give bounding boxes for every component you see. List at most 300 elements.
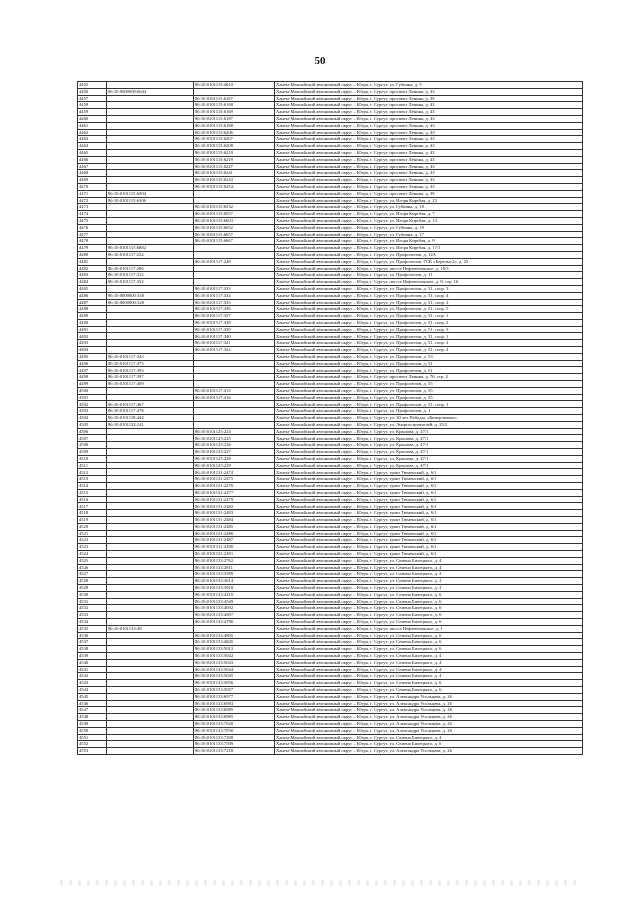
address-cell: Ханты-Мансийский автономный округ – Югра, г. Сургут, ул. Семена Билецкого, д. 4 bbox=[275, 652, 583, 659]
row-number-cell: 4466 bbox=[78, 156, 107, 163]
cadastral-number-2-cell: 86:10:0101133:7218 bbox=[194, 748, 275, 755]
cadastral-number-2-cell bbox=[194, 251, 275, 258]
cadastral-number-2-cell: 86:10:0101117:334 bbox=[194, 292, 275, 299]
cadastral-number-2-cell bbox=[194, 408, 275, 415]
row-number-cell: 4488 bbox=[78, 306, 107, 313]
row-number-cell: 4489 bbox=[78, 313, 107, 320]
cadastral-number-cell bbox=[107, 347, 194, 354]
cadastral-number-cell: 86:10:0101117:343 bbox=[107, 353, 194, 360]
row-number-cell: 4526 bbox=[78, 564, 107, 571]
address-cell: Ханты-Мансийский автономный округ – Югра, г. Сургут, ул. Семена Билецкого, д. 2 bbox=[275, 571, 583, 578]
table-row bbox=[78, 666, 583, 673]
row-number-cell: 4501 bbox=[78, 394, 107, 401]
cadastral-number-2-cell: 86:10:0101133:4549 bbox=[194, 598, 275, 605]
cadastral-number-cell bbox=[107, 217, 194, 224]
address-cell: Ханты-Мансийский автономный округ – Югра, г. Сургут, ул. Профсоюзов, д. 53 bbox=[275, 353, 583, 360]
table-row bbox=[78, 82, 583, 89]
table-row bbox=[78, 693, 583, 700]
row-number-cell: 4534 bbox=[78, 618, 107, 625]
table-row bbox=[78, 149, 583, 156]
address-cell: Ханты-Мансийский автономный округ – Югра, г. Сургут, ул. Губкина, д. 19 bbox=[275, 224, 583, 231]
cadastral-number-2-cell bbox=[194, 381, 275, 388]
cadastral-number-2-cell: 86:10:0101115:6210 bbox=[194, 149, 275, 156]
cadastral-number-2-cell: 86:10:0101131:2474 bbox=[194, 469, 275, 476]
row-number-cell: 4515 bbox=[78, 489, 107, 496]
cadastral-number-2-cell: 86:10:0101115:6532 bbox=[194, 204, 275, 211]
table-row bbox=[78, 462, 583, 469]
address-cell: Ханты-Мансийский автономный округ – Югра, г. Сургут, ул. Игоря Киртбая, д. 13 bbox=[275, 217, 583, 224]
address-cell: Ханты-Мансийский автономный округ – Югра, г. Сургут, тракт Тюменский, д. 6/1 bbox=[275, 544, 583, 551]
row-number-cell: 4492 bbox=[78, 333, 107, 340]
cadastral-number-2-cell: 86:10:0101115:6206 bbox=[194, 129, 275, 136]
row-number-cell: 4504 bbox=[78, 415, 107, 422]
row-number-cell: 4461 bbox=[78, 122, 107, 129]
row-number-cell: 4530 bbox=[78, 591, 107, 598]
cadastral-number-cell bbox=[107, 115, 194, 122]
row-number-cell: 4505 bbox=[78, 421, 107, 428]
cadastral-number-2-cell: 86:10:0101131:2490 bbox=[194, 544, 275, 551]
row-number-cell: 4548 bbox=[78, 714, 107, 721]
cadastral-number-2-cell: 86:10:0101115:6254 bbox=[194, 183, 275, 190]
address-cell: Ханты-Мансийский автономный округ – Югра, г. Сургут, ул. Профсоюзов, д. 51, соор. 1 bbox=[275, 333, 583, 340]
row-number-cell: 4495 bbox=[78, 353, 107, 360]
address-cell: Ханты-Мансийский автономный округ – Югра, г. Сургут, ул. Крылова, д. 47/1 bbox=[275, 449, 583, 456]
address-cell: Ханты-Мансийский автономный округ – Югра, г. Сургут, ул. Профсоюзов, д. 55 bbox=[275, 381, 583, 388]
row-number-cell: 4536 bbox=[78, 632, 107, 639]
row-number-cell: 4553 bbox=[78, 748, 107, 755]
cadastral-number-2-cell: 86:10:0101133:7030 bbox=[194, 727, 275, 734]
address-cell: Ханты-Мансийский автономный округ – Югра, г. Сургут, ул. Семена Билецкого, д. 2 bbox=[275, 578, 583, 585]
table-row bbox=[78, 122, 583, 129]
address-cell: Ханты-Мансийский автономный округ – Югра, г. Сургут, ул. Александра Усольцева, д. 26 bbox=[275, 700, 583, 707]
table-row bbox=[78, 625, 583, 632]
table-row bbox=[78, 530, 583, 537]
cadastral-number-cell: 86:10:0101117:286 bbox=[107, 265, 194, 272]
address-cell: Ханты-Мансийский автономный округ – Югра, г. Сургут, ул. Семена Билецкого, д. 4 bbox=[275, 564, 583, 571]
cadastral-number-cell bbox=[107, 313, 194, 320]
row-number-cell: 4546 bbox=[78, 700, 107, 707]
cadastral-number-2-cell: 86:10:0101131:2482 bbox=[194, 503, 275, 510]
cadastral-number-2-cell: 86:10:0101115:6227 bbox=[194, 163, 275, 170]
address-cell: Ханты-Мансийский автономный округ – Югра, г. Сургут, ул. Семена Билецкого, д. 6 bbox=[275, 591, 583, 598]
row-number-cell: 4507 bbox=[78, 435, 107, 442]
cadastral-number-2-cell: 86:10:0101133:4692 bbox=[194, 605, 275, 612]
table-row bbox=[78, 584, 583, 591]
cadastral-number-2-cell: 86:10:0101115:6169 bbox=[194, 109, 275, 116]
table-row bbox=[78, 285, 583, 292]
row-number-cell: 4522 bbox=[78, 537, 107, 544]
row-number-cell: 4518 bbox=[78, 510, 107, 517]
table-row bbox=[78, 381, 583, 388]
table-row bbox=[78, 646, 583, 653]
address-cell: Ханты-Мансийский автономный округ – Югра, г. Сургут, ул. Семена Билецкого, д. 6 bbox=[275, 612, 583, 619]
address-cell: Ханты-Мансийский автономный округ – Югра, г. Сургут, тракт Тюменский, д. 6/1 bbox=[275, 476, 583, 483]
address-cell: Ханты-Мансийский автономный округ – Югра, г. Сургут, ул. Александра Усольцева, д. 26 bbox=[275, 693, 583, 700]
address-cell: Ханты-Мансийский автономный округ – Югра, г. Сургут, ул. Губкина, д. 17 bbox=[275, 231, 583, 238]
cadastral-number-2-cell: 86:10:0101125:224 bbox=[194, 428, 275, 435]
cadastral-number-2-cell: 86:10:0101133:6985 bbox=[194, 707, 275, 714]
cadastral-number-2-cell: 86:10:0101133:2811 bbox=[194, 564, 275, 571]
row-number-cell: 4467 bbox=[78, 163, 107, 170]
row-number-cell: 4481 bbox=[78, 258, 107, 265]
address-cell: Ханты-Мансийский автономный округ – Югра, г. Сургут, ул. Крылова, д. 47/1 bbox=[275, 435, 583, 442]
cadastral-number-cell: 86:10:0000000:6644 bbox=[107, 88, 194, 95]
cadastral-number-2-cell: 86:10:0101133:7208 bbox=[194, 734, 275, 741]
table-row bbox=[78, 523, 583, 530]
cadastral-number-cell bbox=[107, 557, 194, 564]
cadastral-number-cell: 86:10:0101115:6306 bbox=[107, 197, 194, 204]
address-cell: Ханты-Мансийский автономный округ – Югра, г. Сургут, ул. Крылова, д. 47/1 bbox=[275, 462, 583, 469]
address-cell: Ханты-Мансийский автономный округ – Югра, г. Сургут, проспект Ленина, д. 43 bbox=[275, 122, 583, 129]
cadastral-number-cell bbox=[107, 659, 194, 666]
row-number-cell: 4502 bbox=[78, 401, 107, 408]
cadastral-number-cell bbox=[107, 652, 194, 659]
cadastral-number-2-cell bbox=[194, 367, 275, 374]
cadastral-number-2-cell: 86:10:0101115:6243 bbox=[194, 177, 275, 184]
address-cell: Ханты-Мансийский автономный округ – Югра, г. Сургут, ул. Энергостроителей, д. 25/2 bbox=[275, 421, 583, 428]
row-number-cell: 4486 bbox=[78, 292, 107, 299]
address-cell: Ханты-Мансийский автономный округ – Югра, г. Сургут, ул. Профсоюзов, д. 51 bbox=[275, 367, 583, 374]
table-row bbox=[78, 88, 583, 95]
row-number-cell: 4487 bbox=[78, 299, 107, 306]
cadastral-number-cell bbox=[107, 102, 194, 109]
cadastral-number-cell bbox=[107, 170, 194, 177]
cadastral-number-cell bbox=[107, 428, 194, 435]
row-number-cell: 4469 bbox=[78, 177, 107, 184]
table-row bbox=[78, 367, 583, 374]
address-cell: Ханты-Мансийский автономный округ – Югра, г. Сургут, ул. Игоря Киртбая, д. 7 bbox=[275, 211, 583, 218]
table-row bbox=[78, 279, 583, 286]
address-cell: Ханты-Мансийский автономный округ – Югра, г. Сургут, тракт Тюменский, д. 6/1 bbox=[275, 530, 583, 537]
row-number-cell: 4490 bbox=[78, 319, 107, 326]
table-row bbox=[78, 156, 583, 163]
address-cell: Ханты-Мансийский автономный округ – Югра, г. Сургут, проспект Ленина, д. 43 bbox=[275, 143, 583, 150]
cadastral-number-2-cell: 86:10:0101115:6557 bbox=[194, 211, 275, 218]
cadastral-number-cell bbox=[107, 591, 194, 598]
cadastral-number-cell bbox=[107, 734, 194, 741]
property-table-container bbox=[77, 81, 574, 755]
table-row bbox=[78, 387, 583, 394]
row-number-cell: 4458 bbox=[78, 102, 107, 109]
row-number-cell: 4456 bbox=[78, 88, 107, 95]
cadastral-number-cell bbox=[107, 285, 194, 292]
table-row bbox=[78, 306, 583, 313]
row-number-cell: 4517 bbox=[78, 503, 107, 510]
cadastral-number-cell bbox=[107, 503, 194, 510]
cadastral-number-2-cell bbox=[194, 353, 275, 360]
address-cell: Ханты-Мансийский автономный округ – Югра, г. Сургут, ул. Профсоюзов, д. 1 bbox=[275, 408, 583, 415]
cadastral-number-2-cell: 86:10:0101117:342 bbox=[194, 347, 275, 354]
row-number-cell: 4474 bbox=[78, 211, 107, 218]
table-row bbox=[78, 95, 583, 102]
cadastral-number-cell bbox=[107, 680, 194, 687]
row-number-cell: 4500 bbox=[78, 387, 107, 394]
address-cell: Ханты-Мансийский автономный округ – Югра, г. Сургут, ул. Профсоюзов, д. 51, соор. 5 bbox=[275, 306, 583, 313]
cadastral-number-2-cell: 86:10:0101133:5045 bbox=[194, 673, 275, 680]
table-row bbox=[78, 408, 583, 415]
cadastral-number-cell bbox=[107, 578, 194, 585]
cadastral-number-cell: 86:10:0000000:320 bbox=[107, 299, 194, 306]
cadastral-number-2-cell: 86:10:0101125:228 bbox=[194, 455, 275, 462]
row-number-cell: 4532 bbox=[78, 605, 107, 612]
cadastral-number-2-cell: 86:10:0101115:6667 bbox=[194, 238, 275, 245]
row-number-cell: 4465 bbox=[78, 149, 107, 156]
cadastral-number-cell bbox=[107, 224, 194, 231]
row-number-cell: 4541 bbox=[78, 666, 107, 673]
address-cell: Ханты-Мансийский автономный округ – Югра, г. Сургут, проспект Ленина, д. 43 bbox=[275, 109, 583, 116]
address-cell: Ханты-Мансийский автономный округ – Югра, г. Сургут, ул. Крылова, д. 47/1 bbox=[275, 428, 583, 435]
row-number-cell: 4497 bbox=[78, 367, 107, 374]
address-cell: Ханты-Мансийский автономный округ – Югра, г. Сургут, ул. Профсоюзов, д. 12А bbox=[275, 251, 583, 258]
row-number-cell: 4494 bbox=[78, 347, 107, 354]
address-cell: Ханты-Мансийский автономный округ – Югра, г. Сургут, ул. Семена Билецкого, д. 4 bbox=[275, 557, 583, 564]
row-number-cell: 4537 bbox=[78, 639, 107, 646]
cadastral-number-cell: 86:10:0101117:409 bbox=[107, 381, 194, 388]
table-row bbox=[78, 353, 583, 360]
row-number-cell: 4509 bbox=[78, 449, 107, 456]
cadastral-number-2-cell: 86:10:0101133:4697 bbox=[194, 612, 275, 619]
address-cell: Ханты-Мансийский автономный округ – Югра, г. Сургут, ул. Крылова, д. 47/1 bbox=[275, 442, 583, 449]
cadastral-number-2-cell bbox=[194, 245, 275, 252]
row-number-cell: 4547 bbox=[78, 707, 107, 714]
row-number-cell: 4543 bbox=[78, 680, 107, 687]
address-cell: Ханты-Мансийский автономный округ – Югра, г. Сургут, ул. Крылова, д. 47/1 bbox=[275, 455, 583, 462]
table-row bbox=[78, 489, 583, 496]
cadastral-number-2-cell: 86:10:0101131:2487 bbox=[194, 537, 275, 544]
row-number-cell: 4498 bbox=[78, 374, 107, 381]
table-row bbox=[78, 428, 583, 435]
cadastral-number-cell: 86:10:0000000:330 bbox=[107, 292, 194, 299]
cadastral-number-cell: 86:10:0101117:393 bbox=[107, 367, 194, 374]
address-cell: Ханты-Мансийский автономный округ – Югра, г. Сургут, ул. Семена Билецкого, д. 4 bbox=[275, 734, 583, 741]
cadastral-number-2-cell: 86:10:0101133:4845 bbox=[194, 639, 275, 646]
cadastral-number-cell bbox=[107, 455, 194, 462]
row-number-cell: 4477 bbox=[78, 231, 107, 238]
row-number-cell: 4535 bbox=[78, 625, 107, 632]
address-cell: Ханты-Мансийский автономный округ – Югра, г. Сургут, проспект Ленина, д. 43 bbox=[275, 156, 583, 163]
address-cell: Ханты-Мансийский автономный округ – Югра, г. Сургут, ул. Семена Билецкого, д. 6 bbox=[275, 639, 583, 646]
cadastral-number-2-cell: 86:10:0101115:4610 bbox=[194, 82, 275, 89]
table-row bbox=[78, 224, 583, 231]
table-row bbox=[78, 217, 583, 224]
address-cell: Ханты-Мансийский автономный округ – Югра, г. Сургут, шоссе Нефтеюганское, д. 1 bbox=[275, 625, 583, 632]
row-number-cell: 4499 bbox=[78, 381, 107, 388]
address-cell: Ханты-Мансийский автономный округ – Югра, г. Сургут, ул. Профсоюзов, ГСК «Березка-2», д. 25 bbox=[275, 258, 583, 265]
table-row bbox=[78, 720, 583, 727]
address-cell: Ханты-Мансийский автономный округ – Югра, г. Сургут, ул. Александра Усольцева, д. 26 bbox=[275, 748, 583, 755]
cadastral-number-cell bbox=[107, 156, 194, 163]
address-cell: Ханты-Мансийский автономный округ – Югра, г. Сургут, шоссе Нефтеюганское, д. 8, стр. 16 bbox=[275, 279, 583, 286]
row-number-cell: 4455 bbox=[78, 82, 107, 89]
row-number-cell: 4503 bbox=[78, 408, 107, 415]
cadastral-number-cell bbox=[107, 387, 194, 394]
cadastral-number-cell bbox=[107, 483, 194, 490]
address-cell: Ханты-Мансийский автономный округ – Югра, г. Сургут, ул. Семена Билецкого, д. 6 bbox=[275, 598, 583, 605]
table-row bbox=[78, 612, 583, 619]
table-row bbox=[78, 673, 583, 680]
row-number-cell: 4516 bbox=[78, 496, 107, 503]
address-cell: Ханты-Мансийский автономный округ – Югра, г. Сургут, ул. Профсоюзов, д. 51, соор. 3 bbox=[275, 285, 583, 292]
cadastral-number-2-cell bbox=[194, 265, 275, 272]
cadastral-number-2-cell: 86:10:0101115:6187 bbox=[194, 115, 275, 122]
cadastral-number-cell: 86:10:0101117:375 bbox=[107, 360, 194, 367]
cadastral-number-cell: 86:10:0101117:478 bbox=[107, 408, 194, 415]
cadastral-number-2-cell: 86:10:0101131:2485 bbox=[194, 523, 275, 530]
cadastral-number-cell bbox=[107, 523, 194, 530]
table-row bbox=[78, 537, 583, 544]
address-cell: Ханты-Мансийский автономный округ – Югра, г. Сургут, ул. Профсоюзов, д. 51, соор. 2 bbox=[275, 319, 583, 326]
table-row bbox=[78, 102, 583, 109]
table-row bbox=[78, 347, 583, 354]
table-row bbox=[78, 272, 583, 279]
cadastral-number-cell: 86:10:0101117:467 bbox=[107, 401, 194, 408]
table-row bbox=[78, 714, 583, 721]
cadastral-number-cell bbox=[107, 598, 194, 605]
table-row bbox=[78, 231, 583, 238]
row-number-cell: 4479 bbox=[78, 245, 107, 252]
cadastral-number-cell: 86:10:0101115:6304 bbox=[107, 190, 194, 197]
cadastral-number-2-cell bbox=[194, 88, 275, 95]
table-row bbox=[78, 632, 583, 639]
row-number-cell: 4459 bbox=[78, 109, 107, 116]
address-cell: Ханты-Мансийский автономный округ – Югра, г. Сургут, тракт Тюменский, д. 6/1 bbox=[275, 510, 583, 517]
cadastral-number-cell bbox=[107, 183, 194, 190]
cadastral-number-cell bbox=[107, 109, 194, 116]
cadastral-number-2-cell: 86:10:0101133:7509 bbox=[194, 741, 275, 748]
address-cell: Ханты-Мансийский автономный округ – Югра, г. Сургут, тракт Тюменский, д. 6/1 bbox=[275, 496, 583, 503]
table-row bbox=[78, 435, 583, 442]
row-number-cell: 4482 bbox=[78, 265, 107, 272]
cadastral-number-2-cell: 86:10:0101117:340 bbox=[194, 333, 275, 340]
cadastral-number-2-cell: 86:10:0101125:229 bbox=[194, 462, 275, 469]
row-number-cell: 4512 bbox=[78, 469, 107, 476]
cadastral-number-cell bbox=[107, 496, 194, 503]
row-number-cell: 4524 bbox=[78, 550, 107, 557]
table-row bbox=[78, 652, 583, 659]
table-row bbox=[78, 204, 583, 211]
row-number-cell: 4473 bbox=[78, 204, 107, 211]
address-cell: Ханты-Мансийский автономный округ – Югра, г. Сургут, тракт Тюменский, д. 6/1 bbox=[275, 517, 583, 524]
row-number-cell: 4493 bbox=[78, 340, 107, 347]
table-row bbox=[78, 734, 583, 741]
table-row bbox=[78, 251, 583, 258]
row-number-cell: 4508 bbox=[78, 442, 107, 449]
property-table-body bbox=[78, 82, 583, 755]
address-cell: Ханты-Мансийский автономный округ – Югра, г. Сургут, ул. Игоря Киртбая, д. 9 bbox=[275, 238, 583, 245]
table-row bbox=[78, 618, 583, 625]
address-cell: Ханты-Мансийский автономный округ – Югра, г. Сургут, ул. Семена Билецкого, д. 6 bbox=[275, 632, 583, 639]
cadastral-number-cell bbox=[107, 122, 194, 129]
cadastral-number-2-cell: 86:10:0101117:337 bbox=[194, 313, 275, 320]
row-number-cell: 4514 bbox=[78, 483, 107, 490]
cadastral-number-cell bbox=[107, 149, 194, 156]
property-table bbox=[77, 81, 583, 755]
table-row bbox=[78, 109, 583, 116]
address-cell: Ханты-Мансийский автономный округ – Югра, г. Сургут, ул. Игоря Киртбая, д. 23 bbox=[275, 197, 583, 204]
row-number-cell: 4484 bbox=[78, 279, 107, 286]
table-row bbox=[78, 476, 583, 483]
address-cell: Ханты-Мансийский автономный округ – Югра, г. Сургут, ул. Профсоюзов, д. 51, соор. 2 bbox=[275, 340, 583, 347]
row-number-cell: 4523 bbox=[78, 544, 107, 551]
row-number-cell: 4470 bbox=[78, 183, 107, 190]
row-number-cell: 4544 bbox=[78, 686, 107, 693]
cadastral-number-cell bbox=[107, 530, 194, 537]
cadastral-number-2-cell: 86:10:0101115:6168 bbox=[194, 102, 275, 109]
address-cell: Ханты-Мансийский автономный округ – Югра, г. Сургут, проспект Ленина, д. 43 bbox=[275, 136, 583, 143]
table-row bbox=[78, 115, 583, 122]
address-cell: Ханты-Мансийский автономный округ – Югра, г. Сургут, ул. Профсоюзов, д. 55 bbox=[275, 387, 583, 394]
cadastral-number-cell: 86:10:0101115:6882 bbox=[107, 245, 194, 252]
scan-artifact bbox=[60, 880, 580, 886]
cadastral-number-cell bbox=[107, 510, 194, 517]
cadastral-number-2-cell bbox=[194, 197, 275, 204]
address-cell: Ханты-Мансийский автономный округ – Югра, г. Сургут, ул. Александра Усольцева, д. 26 bbox=[275, 720, 583, 727]
cadastral-number-cell bbox=[107, 442, 194, 449]
row-number-cell: 4496 bbox=[78, 360, 107, 367]
address-cell: Ханты-Мансийский автономный округ – Югра, г. Сургут, проспект Ленина, д. 43 bbox=[275, 88, 583, 95]
cadastral-number-cell bbox=[107, 748, 194, 755]
table-row bbox=[78, 700, 583, 707]
row-number-cell: 4519 bbox=[78, 517, 107, 524]
address-cell: Ханты-Мансийский автономный округ – Югра, г. Сургут, тракт Тюменский, д. 6/1 bbox=[275, 523, 583, 530]
cadastral-number-cell bbox=[107, 177, 194, 184]
table-row bbox=[78, 319, 583, 326]
row-number-cell: 4550 bbox=[78, 727, 107, 734]
row-number-cell: 4513 bbox=[78, 476, 107, 483]
cadastral-number-cell bbox=[107, 489, 194, 496]
cadastral-number-cell bbox=[107, 727, 194, 734]
address-cell: Ханты-Мансийский автономный округ – Югра, г. Сургут, проспект Ленина, д. 43 bbox=[275, 163, 583, 170]
cadastral-number-cell bbox=[107, 612, 194, 619]
cadastral-number-cell bbox=[107, 564, 194, 571]
cadastral-number-2-cell: 86:10:0101131:2476 bbox=[194, 483, 275, 490]
row-number-cell: 4540 bbox=[78, 659, 107, 666]
cadastral-number-2-cell: 86:10:0101133:5044 bbox=[194, 666, 275, 673]
cadastral-number-cell bbox=[107, 319, 194, 326]
address-cell: Ханты-Мансийский автономный округ – Югра, г. Сургут, ул. Александра Усольцева, д. 26 bbox=[275, 727, 583, 734]
row-number-cell: 4483 bbox=[78, 272, 107, 279]
table-row bbox=[78, 326, 583, 333]
table-row bbox=[78, 741, 583, 748]
address-cell: Ханты-Мансийский автономный округ – Югра, г. Сургут, ул. Профсоюзов, д. 11 bbox=[275, 272, 583, 279]
address-cell: Ханты-Мансийский автономный округ – Югра, г. Сургут, ул. Семена Билецкого, д. 4 bbox=[275, 666, 583, 673]
row-number-cell: 4471 bbox=[78, 190, 107, 197]
cadastral-number-2-cell bbox=[194, 279, 275, 286]
table-row bbox=[78, 313, 583, 320]
row-number-cell: 4538 bbox=[78, 646, 107, 653]
table-row bbox=[78, 455, 583, 462]
cadastral-number-cell bbox=[107, 693, 194, 700]
table-row bbox=[78, 707, 583, 714]
row-number-cell: 4460 bbox=[78, 115, 107, 122]
address-cell: Ханты-Мансийский автономный округ – Югра, г. Сургут, проспект Ленина, д. 43 bbox=[275, 149, 583, 156]
table-row bbox=[78, 510, 583, 517]
address-cell: Ханты-Мансийский автономный округ – Югра, г. Сургут, ул. Профсоюзов, д. 51, соор. 4 bbox=[275, 292, 583, 299]
table-row bbox=[78, 483, 583, 490]
table-row bbox=[78, 591, 583, 598]
table-row bbox=[78, 727, 583, 734]
address-cell: Ханты-Мансийский автономный округ – Югра, г. Сургут, ул. Профсоюзов, д. 51, соор. 4 bbox=[275, 347, 583, 354]
cadastral-number-2-cell: 86:10:0101117:339 bbox=[194, 326, 275, 333]
table-row bbox=[78, 469, 583, 476]
table-row bbox=[78, 163, 583, 170]
table-row bbox=[78, 639, 583, 646]
table-row bbox=[78, 442, 583, 449]
address-cell: Ханты-Мансийский автономный округ – Югра, г. Сургут, ул. Профсоюзов, д. 51, соор. 2 bbox=[275, 299, 583, 306]
address-cell: Ханты-Мансийский автономный округ – Югра, г. Сургут, тракт Тюменский, д. 6/1 bbox=[275, 483, 583, 490]
row-number-cell: 4529 bbox=[78, 584, 107, 591]
row-number-cell: 4464 bbox=[78, 143, 107, 150]
